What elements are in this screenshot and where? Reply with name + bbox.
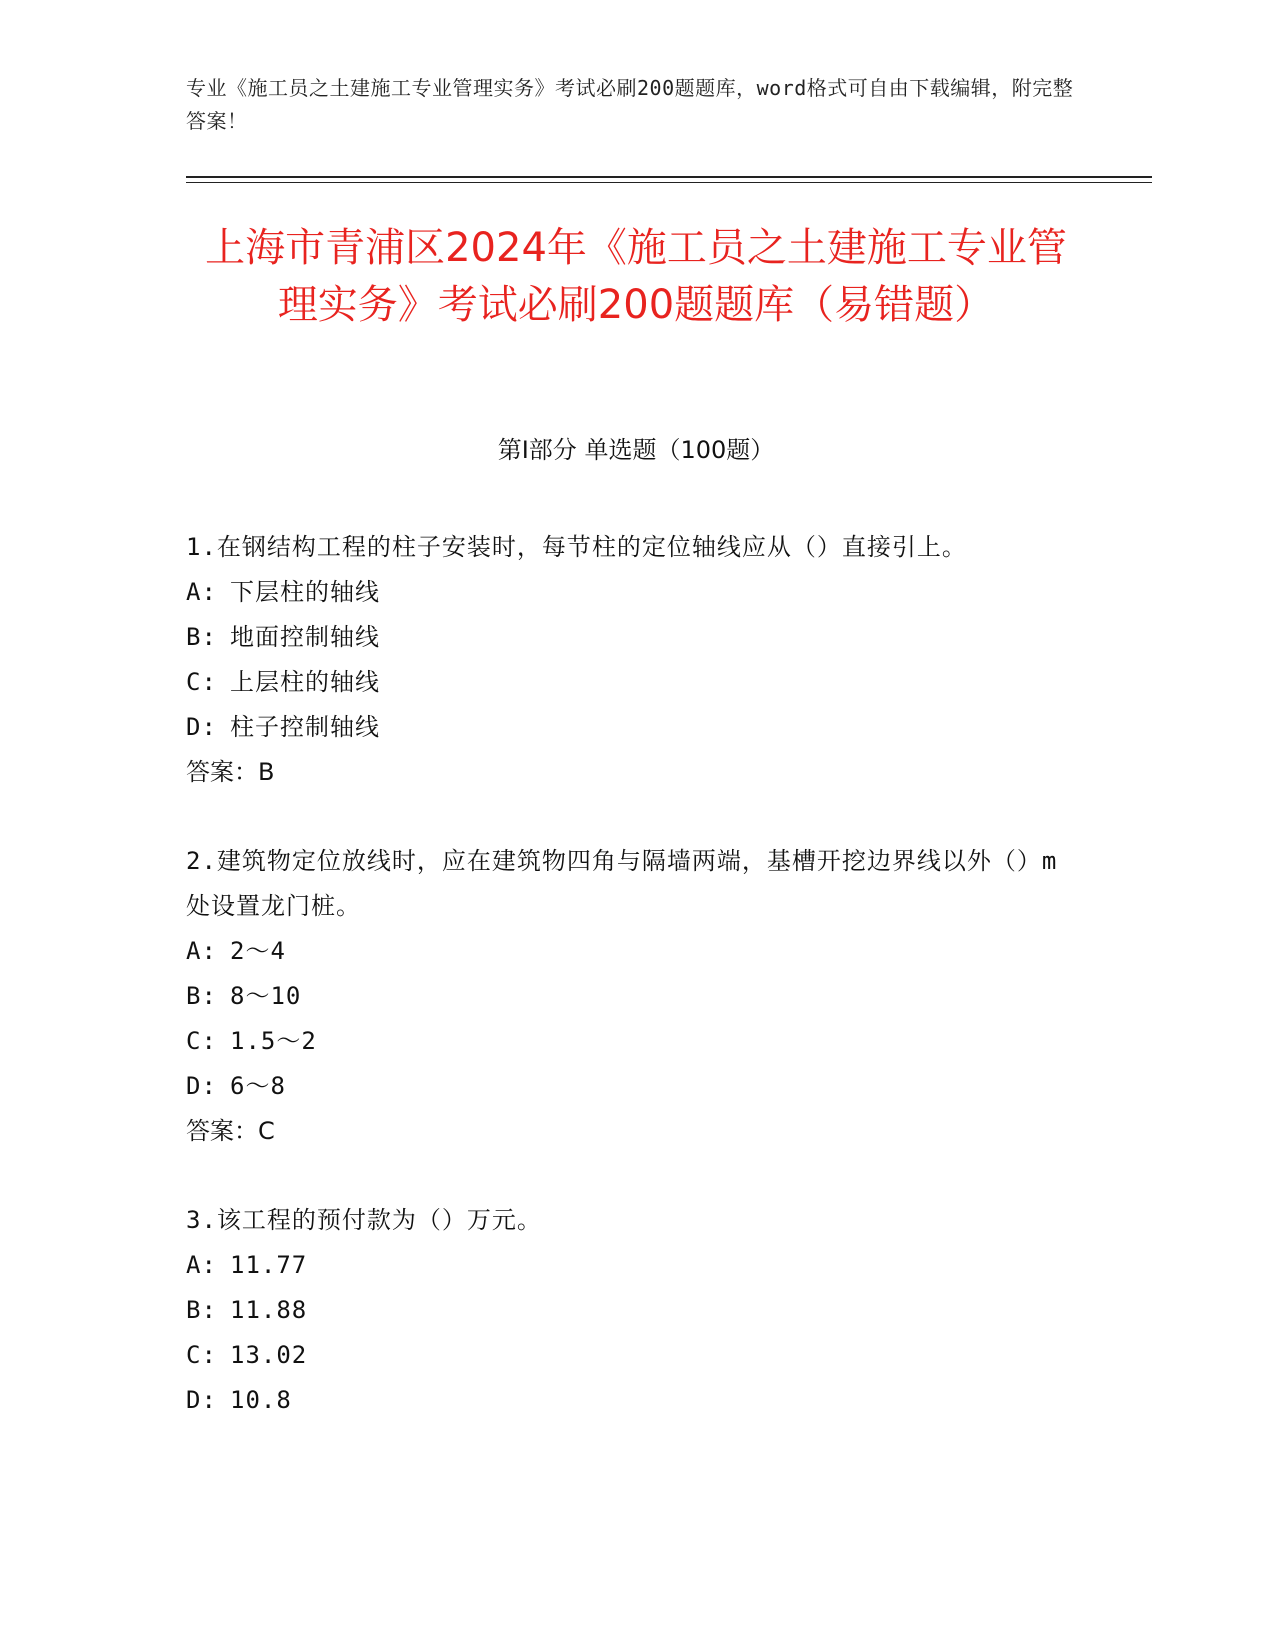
option-text: 8～10 (230, 982, 302, 1010)
option-text: 10.8 (230, 1386, 292, 1414)
question-stem: 3.该工程的预付款为（）万元。 (186, 1206, 542, 1234)
option-text: 上层柱的轴线 (230, 668, 380, 696)
question-gap (186, 795, 1066, 839)
option-letter: C: (186, 1341, 217, 1369)
option-a (186, 1243, 1066, 1288)
option-d (186, 1378, 1066, 1423)
option-b (186, 974, 1066, 1019)
option-a (186, 570, 1066, 615)
option-text: 11.77 (230, 1251, 308, 1279)
option-letter: D: (186, 1072, 217, 1100)
option-c (186, 1019, 1066, 1064)
section-title: 第Ⅰ部分 单选题（100题） (497, 436, 775, 464)
question-1 (186, 525, 1066, 795)
option-letter: A: (186, 937, 217, 965)
question-gap (186, 1154, 1066, 1198)
option-letter: B: (186, 623, 217, 651)
header-rule-thick (186, 176, 1152, 178)
option-letter: C: (186, 668, 217, 696)
option-b (186, 1288, 1066, 1333)
option-text: 13.02 (230, 1341, 308, 1369)
option-letter: A: (186, 1251, 217, 1279)
question-3 (186, 1198, 1066, 1423)
question-2 (186, 839, 1066, 1154)
answer-line: 答案：C (186, 1117, 275, 1145)
option-c (186, 1333, 1066, 1378)
option-letter: B: (186, 1296, 217, 1324)
option-letter: D: (186, 1386, 217, 1414)
header-rule-thin (186, 182, 1152, 183)
option-text: 下层柱的轴线 (230, 578, 380, 606)
option-letter: A: (186, 578, 217, 606)
option-c (186, 660, 1066, 705)
option-d (186, 705, 1066, 750)
option-letter: D: (186, 713, 217, 741)
question-stem: 1.在钢结构工程的柱子安装时，每节柱的定位轴线应从（）直接引上。 (186, 533, 967, 561)
question-stem: 2.建筑物定位放线时，应在建筑物四角与隔墙两端，基槽开挖边界线以外（）m处设置龙门桩。 (186, 847, 1058, 920)
option-text: 6～8 (230, 1072, 286, 1100)
option-a (186, 929, 1066, 974)
option-text: 1.5～2 (230, 1027, 317, 1055)
option-d (186, 1064, 1066, 1109)
option-text: 11.88 (230, 1296, 308, 1324)
question-list (186, 525, 1066, 1423)
document-title: 上海市青浦区2024年《施工员之土建施工专业管理实务》考试必刷200题题库（易错题） (205, 225, 1067, 328)
option-letter: C: (186, 1027, 217, 1055)
option-text: 柱子控制轴线 (230, 713, 380, 741)
option-text: 2～4 (230, 937, 286, 965)
option-letter: B: (186, 982, 217, 1010)
option-b (186, 615, 1066, 660)
answer-line: 答案：B (186, 758, 275, 786)
header-note: 专业《施工员之土建施工专业管理实务》考试必刷200题题库，word格式可自由下载编辑，附完整答案！ (186, 76, 1074, 133)
option-text: 地面控制轴线 (230, 623, 380, 651)
